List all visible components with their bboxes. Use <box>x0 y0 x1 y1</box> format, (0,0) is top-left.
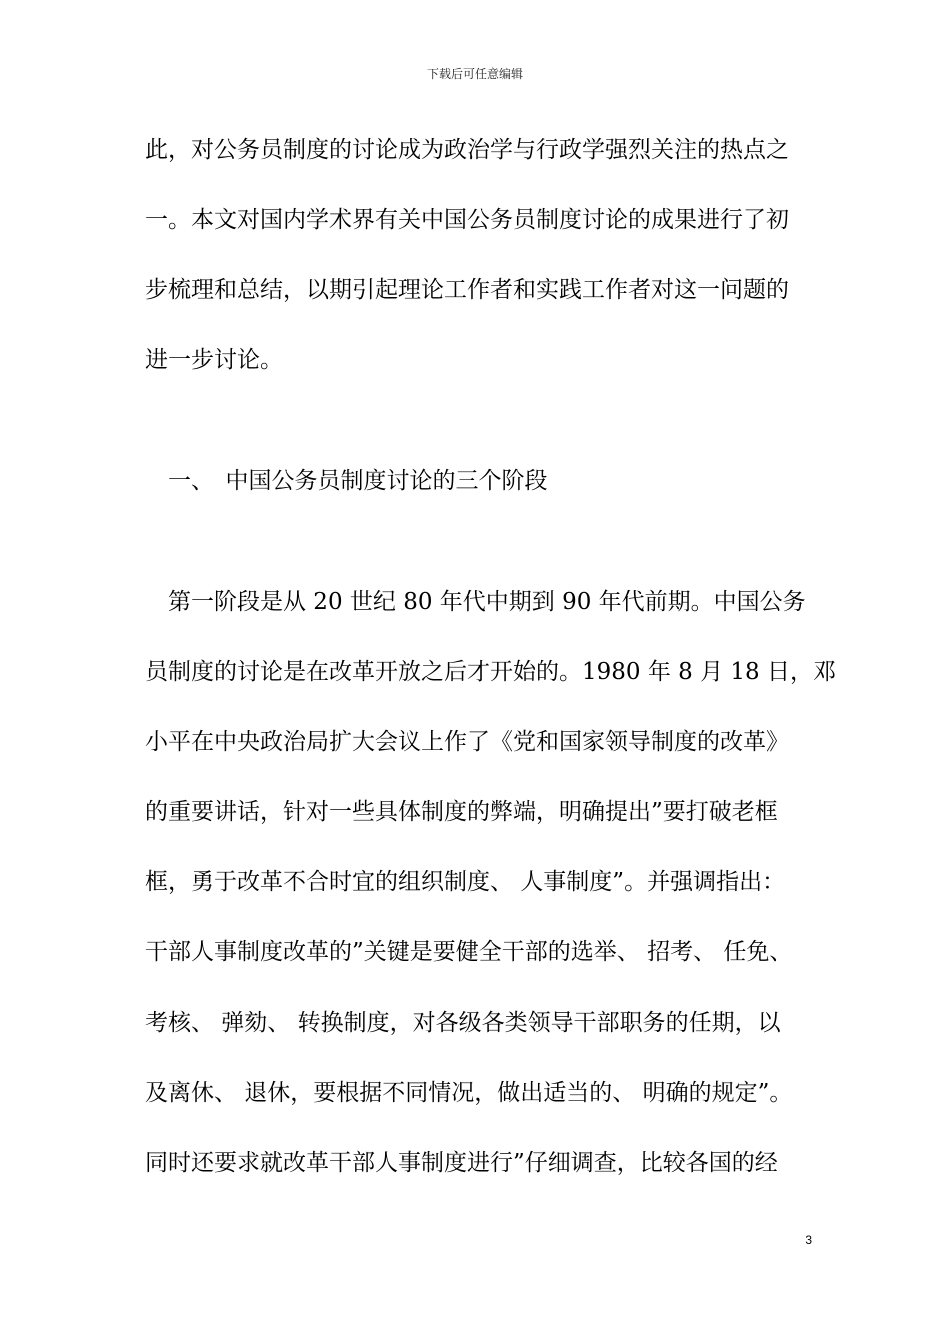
page-header: 下载后可任意编辑 <box>426 67 523 81</box>
text-line: 一。本文对国内学术界有关中国公务员制度讨论的成果进行了初 <box>145 207 789 233</box>
text-line: 的重要讲话，针对一些具体制度的弊端，明确提出”要打破老框 <box>145 799 778 825</box>
text-line: 干部人事制度改革的”关键是要健全干部的选举、 招考、 任免、 <box>145 939 793 965</box>
text-line: 同时还要求就改革干部人事制度进行”仔细调查，比较各国的经 <box>145 1150 778 1176</box>
text-line: 第一阶段是从 20 世纪 80 年代中期到 90 年代前期。中国公务 <box>145 589 806 615</box>
text-line: 此，对公务员制度的讨论成为政治学与行政学强烈关注的热点之 <box>145 137 789 163</box>
section-heading: 一、 中国公务员制度讨论的三个阶段 <box>145 468 548 494</box>
text-line: 小平在中央政治局扩大会议上作了《党和国家领导制度的改革》 <box>145 729 789 755</box>
text-line: 及离休、 退休，要根据不同情况，做出适当的、 明确的规定”。 <box>145 1080 793 1106</box>
page-number: 3 <box>805 1233 812 1247</box>
text-line: 员制度的讨论是在改革开放之后才开始的。1980 年 8 月 18 日，邓 <box>145 659 836 685</box>
text-line: 进一步讨论。 <box>145 347 283 373</box>
text-line: 考核、 弹劾、 转换制度，对各级各类领导干部职务的任期，以 <box>145 1010 781 1036</box>
text-line: 步梳理和总结，以期引起理论工作者和实践工作者对这一问题的 <box>145 277 789 303</box>
text-line: 框，勇于改革不合时宜的组织制度、 人事制度”。并强调指出： <box>145 869 786 895</box>
